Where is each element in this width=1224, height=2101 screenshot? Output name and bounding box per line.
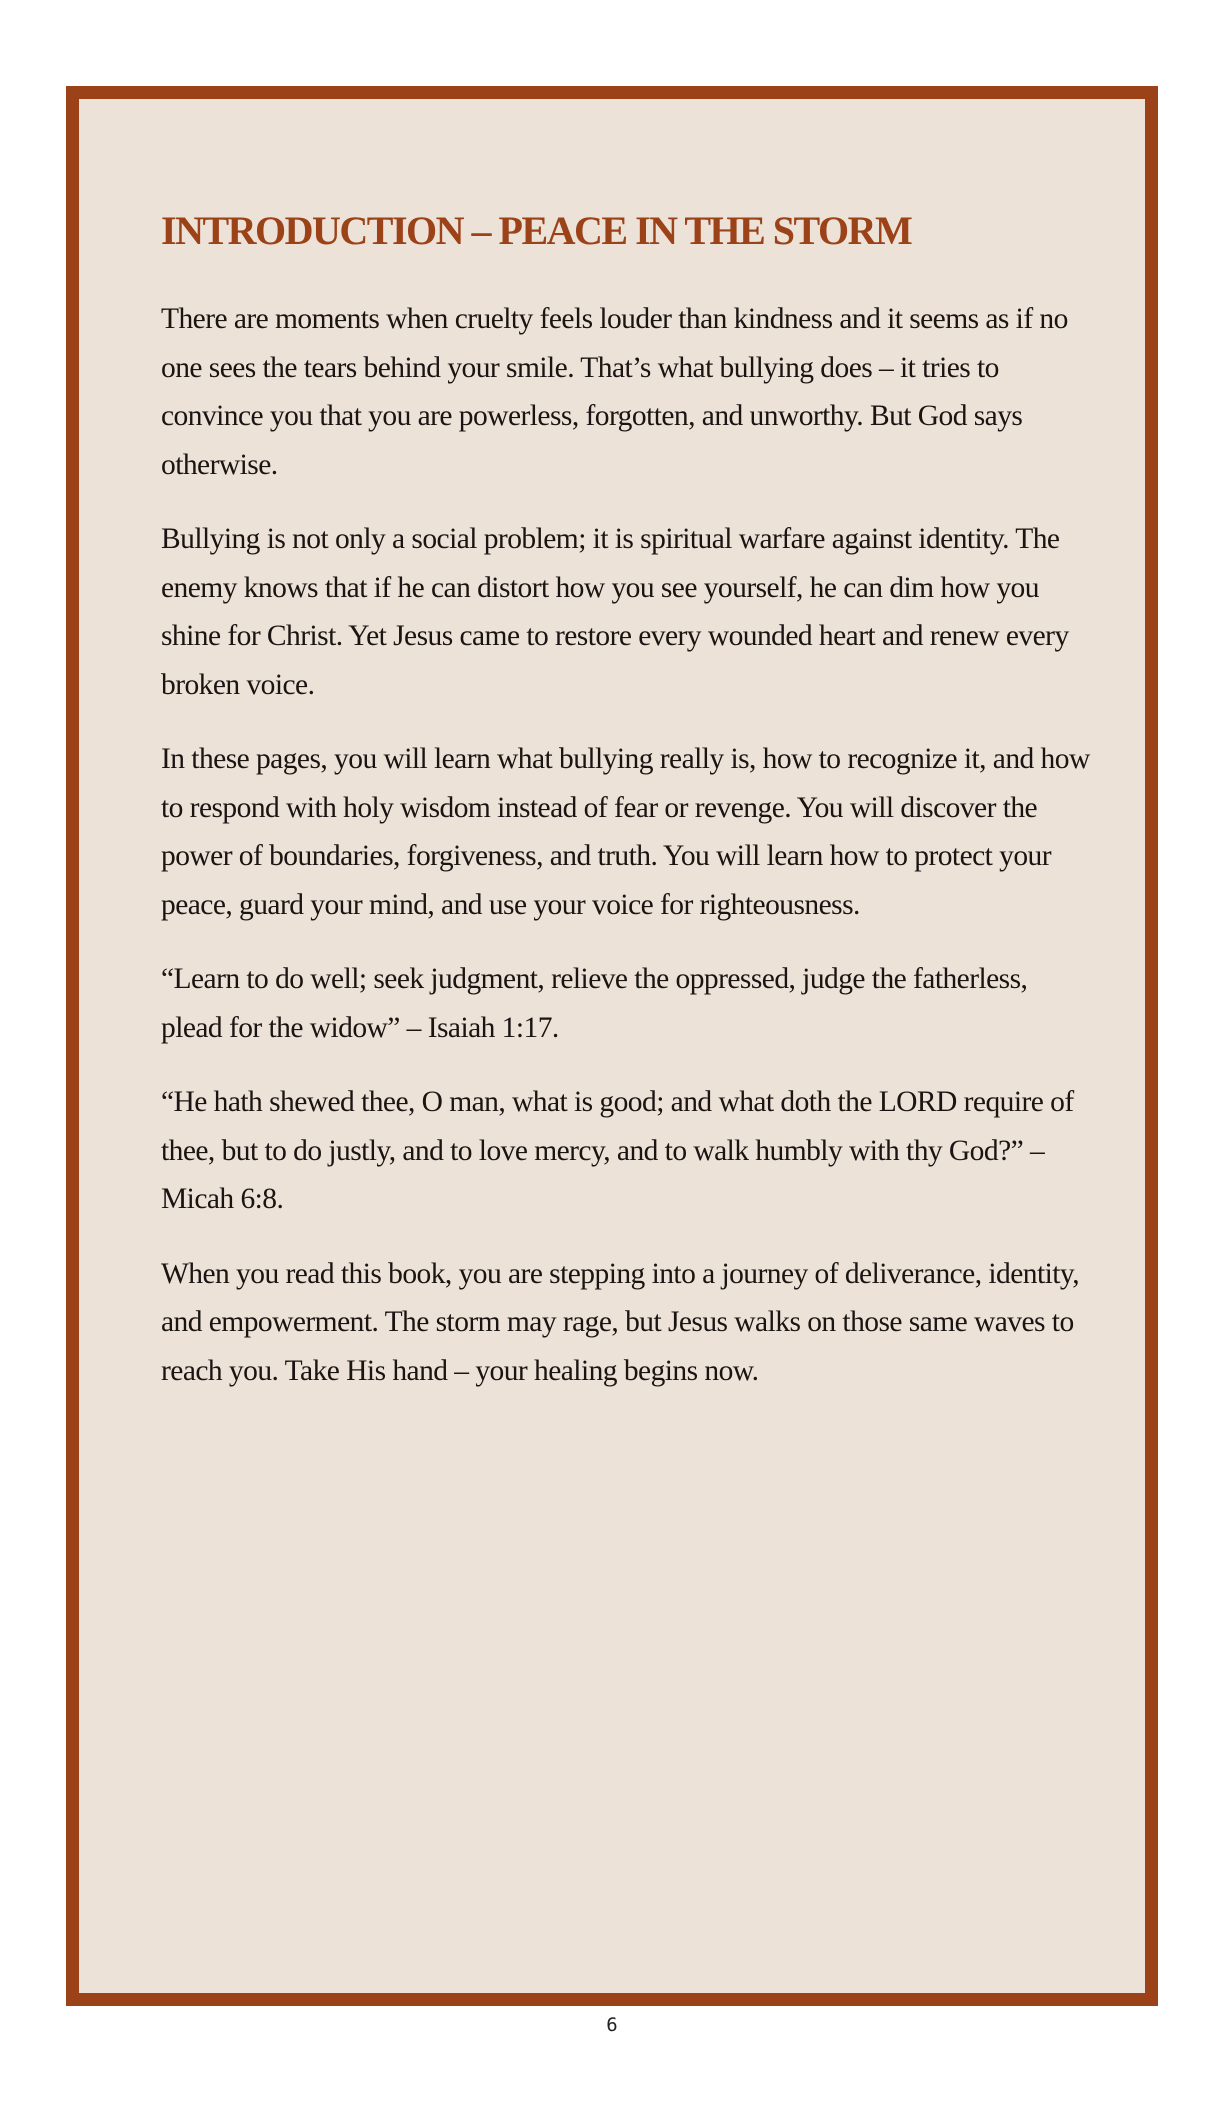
- page-frame: [66, 86, 1158, 2006]
- paragraph-in-these-pages: In these pages, you will learn what bullying really is, how to recognize it, and how to respond with holy wisdom instead of fear or revenge. You will discover the power of boundaries, forgiveness, and truth. You will learn how to protect your peace, guard your mind, and use your voice for righteousness.: [161, 743, 1090, 921]
- paragraph-spiritual-warfare: Bullying is not only a social problem; it is spiritual warfare against identity. The enemy knows that if he can distort how you see yourself, he can dim how you shine for Christ. Yet Jesus came to restore every wounded heart and renew every broken voice.: [161, 523, 1069, 701]
- paragraph-intro: There are moments when cruelty feels louder than kindness and it seems as if no one sees the tears behind your smile. That’s what bullying does – it tries to convince you that you are powerless, forgotten, and unworthy. But God says otherwise.: [161, 303, 1068, 481]
- chapter-title: INTRODUCTION – PEACE IN THE STORM: [161, 208, 912, 253]
- page-number: 6: [606, 2014, 618, 2036]
- page-content: [161, 209, 1091, 1421]
- quote-micah: “He hath shewed thee, O man, what is good; and what doth the LORD require of thee, but to do justly, and to love mercy, and to walk humbly with thy God?” – Micah 6:8.: [161, 1086, 1074, 1215]
- paragraph-closing: When you read this book, you are stepping into a journey of deliverance, identity, and empowerment. The storm may rage, but Jesus walks on those same waves to reach you. Take His hand – your healing begins now.: [161, 1257, 1080, 1387]
- quote-isaiah: “Learn to do well; seek judgment, relieve the oppressed, judge the fatherless, plead for the widow” – Isaiah 1:17.: [161, 963, 1028, 1044]
